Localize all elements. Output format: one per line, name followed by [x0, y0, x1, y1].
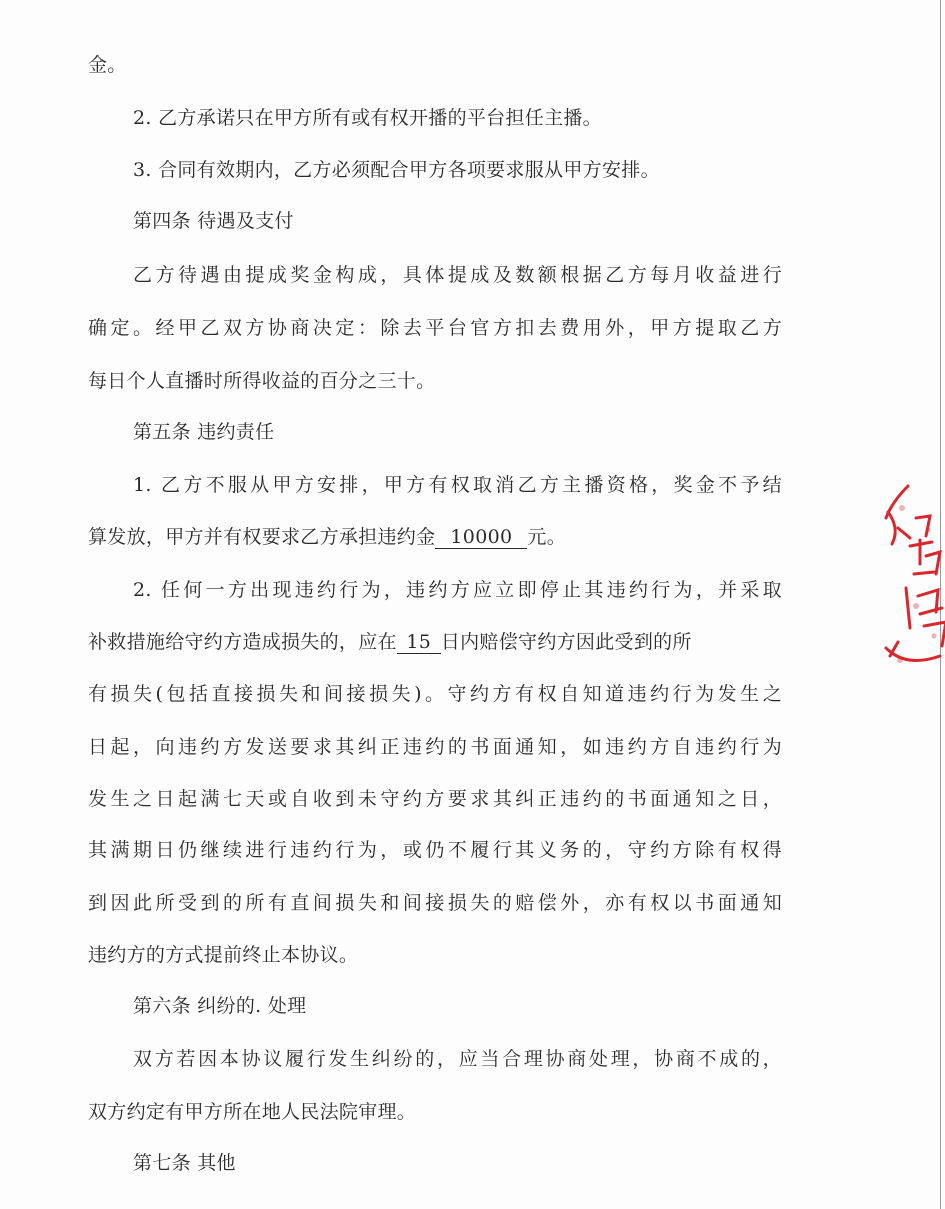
text-segment: 算发放，甲方并有权要求乙方承担违约金	[88, 526, 436, 548]
article-heading: 第四条 待遇及支付	[133, 210, 294, 232]
clause-item: 3. 合同有效期内，乙方必须配合甲方各项要求服从甲方安排。	[133, 159, 660, 181]
text-line	[88, 524, 566, 550]
days-field: 15	[397, 631, 441, 654]
text-line: 到因此所受到的所有直间损失和间接损失的赔偿外，亦有权以书面通知	[88, 892, 782, 914]
text-segment: 日内赔偿守约方因此受到的所	[440, 631, 692, 653]
text-line: 双方约定有甲方所在地人民法院审理。	[88, 1101, 417, 1123]
text-line	[88, 629, 692, 655]
article-heading: 第七条 其他	[133, 1152, 236, 1174]
text-line: 发生之日起满七天或自收到未守约方要求其纠正违约的书面通知之日，	[88, 788, 782, 810]
text-line: 日起，向违约方发送要求其纠正违约的书面通知，如违约方自违约行为	[88, 736, 782, 758]
text-line: 每日个人直播时所得收益的百分之三十。	[88, 370, 436, 392]
text-segment: 元。	[527, 526, 567, 548]
text-segment: 补救措施给守约方造成损失的，应在	[88, 631, 397, 653]
text-line: 双方若因本协议履行发生纠纷的，应当合理协商处理，协商不成的，	[133, 1048, 782, 1070]
clause-item: 1. 乙方不服从甲方安排，甲方有权取消乙方主播资格，奖金不予结	[133, 474, 782, 496]
clause-item: 2. 乙方承诺只在甲方所有或有权开播的平台担任主播。	[133, 107, 602, 129]
text-line: 金。	[88, 54, 127, 76]
penalty-amount-field: 10000	[435, 526, 527, 549]
text-line: 违约方的方式提前终止本协议。	[88, 944, 359, 966]
text-line: 乙方待遇由提成奖金构成，具体提成及数额根据乙方每月收益进行	[133, 264, 782, 286]
seal-stamp-icon	[880, 478, 945, 678]
text-line: 有损失(包括直接损失和间接损失)。守约方有权自知道违约行为发生之	[88, 683, 782, 705]
article-heading: 第五条 违约责任	[133, 421, 275, 443]
text-line: 确定。经甲乙双方协商决定：除去平台官方扣去费用外，甲方提取乙方	[88, 317, 782, 339]
text-line: 其满期日仍继续进行违约行为，或仍不履行其义务的，守约方除有权得	[88, 839, 782, 861]
clause-item: 2. 任何一方出现违约行为，违约方应立即停止其违约行为，并采取	[133, 579, 782, 601]
article-heading: 第六条 纠纷的. 处理	[133, 995, 307, 1017]
